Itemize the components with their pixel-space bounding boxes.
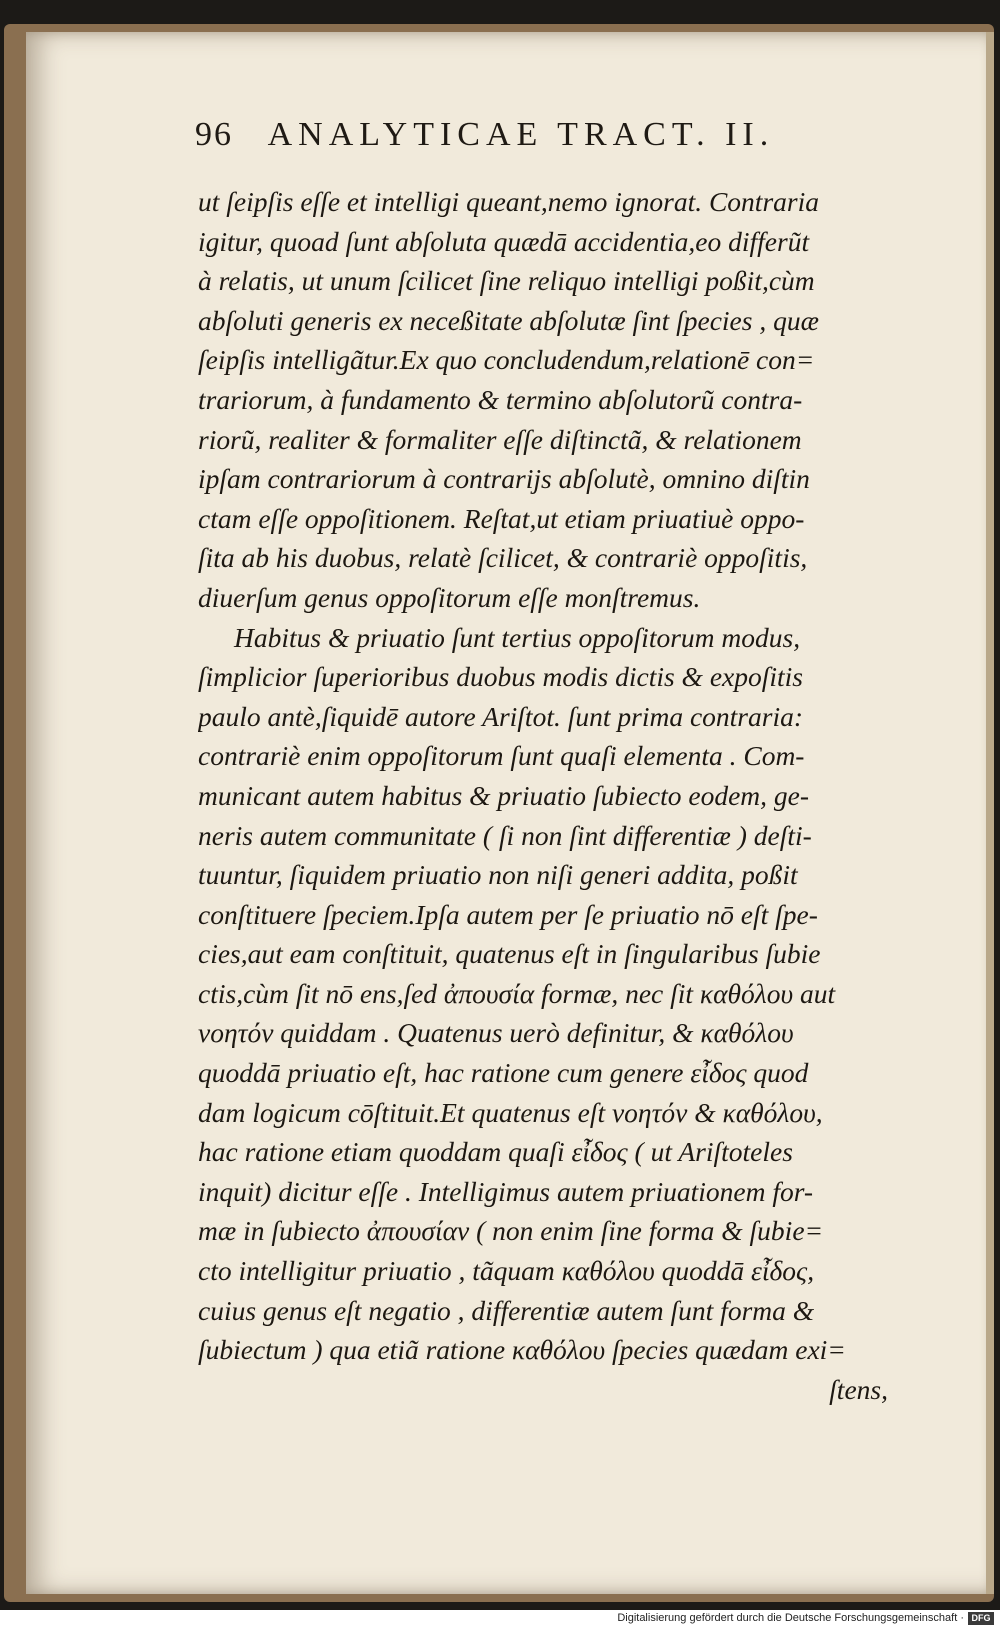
text-line: ctam eſſe oppoſitionem. Reſtat,ut etiam priuatiuè oppo- bbox=[198, 502, 805, 534]
text-line: paulo antè,ſiquidē autore Ariſtot. ſunt prima contraria: bbox=[198, 700, 803, 732]
running-head bbox=[195, 116, 895, 156]
text-line: tuuntur, ſiquidem priuatio non niſi generi addita, poßit bbox=[198, 859, 798, 891]
text-line: ctis,cùm ſit nō ens,ſed ἀπουσία formæ, nec ſit καθόλου aut bbox=[198, 977, 836, 1009]
text-line: ſimplicior ſuperioribus duobus modis dictis & expoſitis bbox=[198, 661, 803, 693]
running-title: ANALYTICAE TRACT. II. bbox=[267, 116, 775, 153]
text-line: ipſam contrariorum à contrarijs abſolutè, omnino diſtin bbox=[198, 463, 810, 495]
text-line: diuerſum genus oppoſitorum eſſe monſtremus. bbox=[198, 581, 701, 613]
text-line: municant autem habitus & priuatio ſubiecto eodem, ge- bbox=[198, 779, 810, 811]
text-line: cies,aut eam conſtituit, quatenus eſt in ſingularibus ſubie bbox=[198, 938, 821, 970]
text-line: cto intelligitur priuatio , tãquam καθόλου quoddā εἶδος, bbox=[198, 1255, 815, 1287]
text-line: abſoluti generis ex neceßitate abſolutæ ſint ſpecies , quæ bbox=[198, 304, 819, 336]
text-line: hac ratione etiam quoddam quaſi εἶδος ( ut Ariſtoteles bbox=[198, 1136, 793, 1168]
text-line: quoddā priuatio eſt, hac ratione cum genere εἶδος quod bbox=[198, 1057, 809, 1089]
text-line: mæ in ſubiecto ἀπουσίαν ( non enim ſine forma & ſubie= bbox=[198, 1215, 824, 1247]
page-number: 96 bbox=[195, 116, 233, 153]
text-line: ſeipſis intelligãtur.Ex quo concludendum,relationē con= bbox=[198, 344, 815, 376]
text-line: ſita ab his duobus, relatè ſcilicet, & contrariè oppoſitis, bbox=[198, 542, 808, 574]
text-line: contrariè enim oppoſitorum ſunt quaſi elementa . Com- bbox=[198, 740, 805, 772]
catchword: ſtens, bbox=[829, 1373, 888, 1405]
text-line: inquit) dicitur eſſe . Intelligimus autem priuationem for- bbox=[198, 1175, 814, 1207]
body-text bbox=[198, 182, 898, 1409]
text-line: ſubiectum ) qua etiã ratione καθόλου ſpecies quædam exi= bbox=[198, 1334, 846, 1366]
text-line: neris autem communitate ( ſi non ſint differentiæ ) deſti- bbox=[198, 819, 812, 851]
dfg-logo-icon: DFG bbox=[968, 1612, 994, 1625]
page-fore-edge bbox=[986, 32, 994, 1594]
text-line: conſtituere ſpeciem.Ipſa autem per ſe priuatio nō eſt ſpe- bbox=[198, 898, 818, 930]
paragraph-start-line: Habitus & priuatio ſunt tertius oppoſitorum modus, bbox=[234, 621, 801, 653]
text-line: ut ſeipſis eſſe et intelligi queant,nemo ignorat. Contraria bbox=[198, 186, 819, 217]
text-line: riorũ, realiter & formaliter eſſe diſtinctã, & relationem bbox=[198, 423, 802, 455]
text-line: trariorum, à fundamento & termino abſolutorũ contra- bbox=[198, 383, 803, 415]
text-line: cuius genus eſt negatio , differentiæ autem ſunt forma & bbox=[198, 1294, 815, 1326]
text-line: igitur, quoad ſunt abſoluta quædā accidentia,eo differũt bbox=[198, 225, 810, 257]
text-line: νοητόν quiddam . Quatenus uerò definitur, & καθόλου bbox=[198, 1017, 794, 1049]
text-line: à relatis, ut unum ſcilicet ſine reliquo intelligi poßit,cùm bbox=[198, 265, 815, 297]
digitization-credit: Digitalisierung gefördert durch die Deutsche Forschungsgemeinschaft · bbox=[617, 1612, 964, 1624]
text-line: dam logicum cōſtituit.Et quatenus eſt νοητόν & καθόλου, bbox=[198, 1096, 823, 1128]
